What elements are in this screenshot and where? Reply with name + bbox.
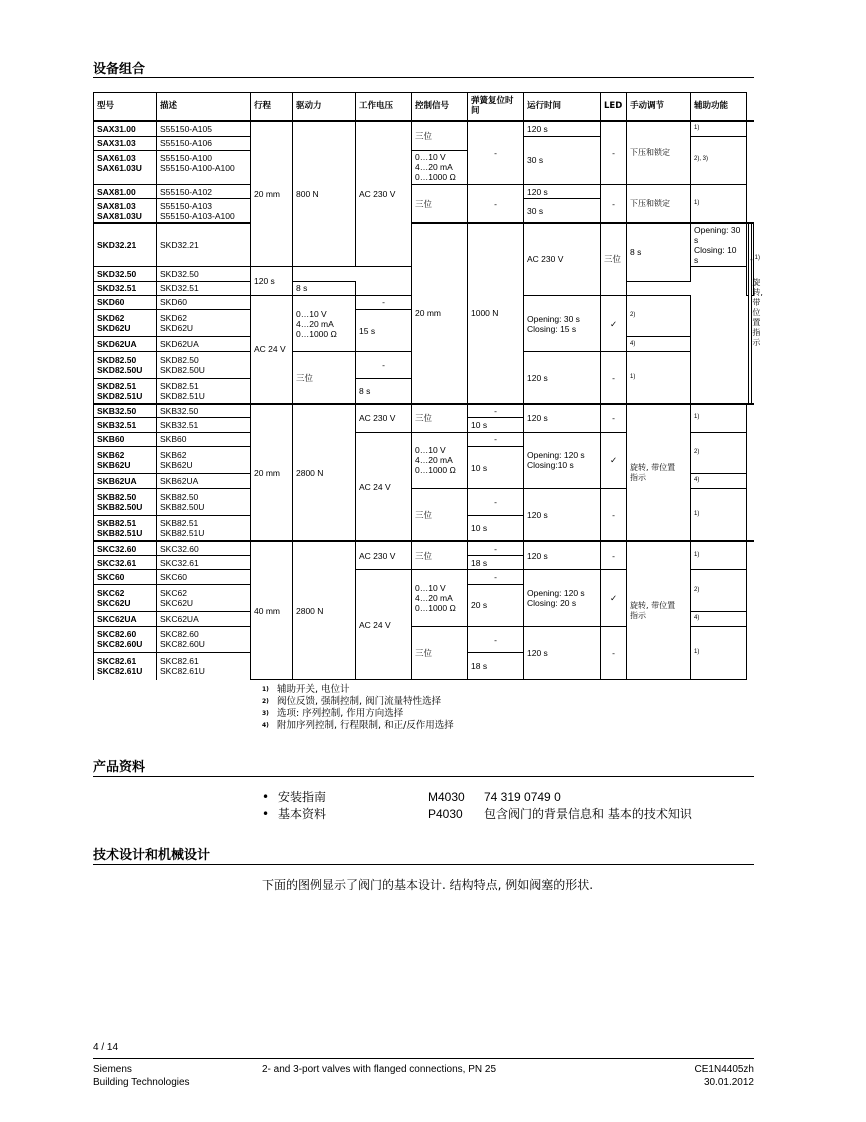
table-cell <box>157 176 251 185</box>
table-cell: S55150-A103 S55150-A103-A100 <box>157 199 251 223</box>
table-cell: 0…10 V 4…20 mA 0…1000 Ω <box>293 295 356 352</box>
table-cell: 三位 <box>293 352 356 404</box>
table-cell: 0…10 V 4…20 mA 0…1000 Ω <box>412 570 468 627</box>
table-cell: 1) <box>627 352 691 404</box>
header-cell: LED <box>601 93 627 121</box>
table-cell: - <box>601 541 627 569</box>
header-cell: 工作电压 <box>356 93 412 121</box>
table-cell: 1000 N <box>468 223 524 404</box>
header-cell: 驱动力 <box>293 93 356 121</box>
table-cell: 2800 N <box>293 404 356 542</box>
table-cell: SAX81.00 <box>94 185 157 199</box>
header-cell: 行程 <box>251 93 293 121</box>
footer-doc-code: CE1N4405zh <box>694 1064 754 1075</box>
section-title-design: 技术设计和机械设计 <box>93 848 211 863</box>
table-cell: 4) <box>691 474 747 489</box>
table-cell: 旋转, 带位置 指示 <box>627 404 691 542</box>
table-cell: SKC82.60 SKC82.60U <box>94 627 157 652</box>
table-cell: 120 s <box>524 121 601 137</box>
table-cell: SKD82.51 SKD82.51U <box>157 378 251 403</box>
table-cell: SKC62 SKC62U <box>157 584 251 611</box>
footnotes <box>262 684 454 732</box>
table-cell: SKD32.50 <box>157 267 251 281</box>
docs-list-item: • 安装指南 M4030 74 319 0749 0 <box>262 790 561 804</box>
table-cell: 三位 <box>412 627 468 680</box>
table-cell: 三位 <box>412 404 468 432</box>
docs-list-item: • 基本资料 P4030 包含阀门的背景信息和 基本的技术知识 <box>262 807 692 821</box>
footnote: 2) 阀位反馈, 强制控制, 阀门流量特性选择 <box>262 696 442 707</box>
footnote: 4) 附加序列控制, 行程限制, 和正/反作用选择 <box>262 720 454 731</box>
table-cell: - <box>468 185 524 223</box>
table-cell: 8 s <box>627 223 691 281</box>
table-row <box>94 541 754 555</box>
table-cell: - <box>468 627 524 653</box>
table-cell: SKD60 <box>94 295 157 309</box>
table-cell: SKD62UA <box>94 337 157 352</box>
table-cell: 三位 <box>412 185 468 223</box>
table-cell: 800 N <box>293 121 356 267</box>
table-cell: SKD82.50 SKD82.50U <box>157 352 251 377</box>
table-cell: 20 mm <box>251 121 293 267</box>
footer-doc-title: 2- and 3-port valves with flanged connections, PN 25 <box>262 1064 497 1075</box>
table-cell: SKD32.51 <box>157 281 251 295</box>
section-title-docs: 产品资料 <box>93 760 146 775</box>
table-cell: 1) <box>691 121 747 137</box>
table-cell: 18 s <box>468 653 524 680</box>
section-rule <box>93 864 754 865</box>
table-cell: 20 mm <box>412 223 468 404</box>
table-row <box>94 404 754 418</box>
table-cell: 120 s <box>524 627 601 680</box>
table-cell: AC 24 V <box>251 295 293 403</box>
table-cell: 20 s <box>468 584 524 626</box>
table-cell: SKD62 SKD62U <box>94 310 157 337</box>
table-cell: SKD32.50 <box>94 267 157 281</box>
table-cell: Opening: 120 s Closing: 20 s <box>524 570 601 627</box>
table-cell: SKC82.61 SKC82.61U <box>94 653 157 678</box>
table-cell: 旋转, 带位置 指示 <box>627 541 691 679</box>
section-title-equipment: 设备组合 <box>93 62 146 77</box>
table-cell: SKD62 SKD62U <box>157 310 251 337</box>
table-cell: SAX31.03 <box>94 136 157 150</box>
table-cell: SKB62UA <box>94 474 157 489</box>
table-cell: 120 s <box>524 541 601 569</box>
table-cell: SKB62 SKB62U <box>94 446 157 473</box>
header-cell: 辅助功能 <box>691 93 747 121</box>
table-cell: SKC82.61 SKC82.61U <box>157 653 251 678</box>
table-cell: AC 230 V <box>524 223 601 296</box>
table-cell: AC 230 V <box>356 404 412 432</box>
footer-date: 30.01.2012 <box>703 1077 754 1088</box>
table-cell: ✓ <box>601 295 627 352</box>
table-cell: SKC60 <box>94 570 157 584</box>
table-row <box>94 223 754 267</box>
footer-rule <box>93 1058 754 1059</box>
table-row <box>94 185 754 199</box>
docs-list <box>262 789 692 823</box>
table-cell: 1) <box>751 223 753 296</box>
design-intro-text: 下面的图例显示了阀门的基本设计. 结构特点, 例如阀塞的形状. <box>262 878 594 892</box>
table-cell: SKC62UA <box>94 611 157 626</box>
table-cell: - <box>468 432 524 446</box>
table-cell: - <box>468 541 524 555</box>
table-cell: SKB32.51 <box>157 418 251 432</box>
equipment-table <box>93 92 763 680</box>
table-cell: 三位 <box>412 541 468 569</box>
table-cell: 三位 <box>412 121 468 151</box>
table-cell: SAX31.00 <box>94 121 157 137</box>
table-cell: 1) <box>691 541 747 569</box>
table-cell: AC 230 V <box>356 121 412 267</box>
table-cell <box>94 678 157 679</box>
table-cell: SKD32.21 <box>157 223 251 267</box>
table-cell: 旋转, 带位置 指示 <box>749 223 751 404</box>
table-cell: S55150-A106 <box>157 136 251 150</box>
table-cell: SKC62UA <box>157 611 251 626</box>
table-cell: 下压和锁定 <box>627 121 691 185</box>
table-cell: 4) <box>627 337 691 352</box>
table-cell <box>157 678 251 679</box>
table-cell: - <box>601 489 627 542</box>
table-cell: 40 mm <box>251 541 293 679</box>
header-cell: 运行时间 <box>524 93 601 121</box>
header-cell: 型号 <box>94 93 157 121</box>
table-cell: - <box>468 121 524 185</box>
table-cell: SKB32.51 <box>94 418 157 432</box>
table-cell: 18 s <box>468 556 524 570</box>
table-cell: SKB62 SKB62U <box>157 446 251 473</box>
table-cell: - <box>468 404 524 418</box>
header-cell: 弹簧复位时间 <box>468 93 524 121</box>
table-cell: SKB82.51 SKB82.51U <box>94 515 157 540</box>
table-cell: SKC32.61 <box>157 556 251 570</box>
table-cell: SKD60 <box>157 295 251 309</box>
table-cell: S55150-A100 S55150-A100-A100 <box>157 150 251 175</box>
table-cell: SKD62UA <box>157 337 251 352</box>
section-rule <box>93 776 754 777</box>
table-cell: Opening: 30 s Closing: 15 s <box>524 295 601 352</box>
table-cell: AC 24 V <box>356 570 412 680</box>
table-cell: SAX61.03 SAX61.03U <box>94 150 157 175</box>
table-cell: SKC60 <box>157 570 251 584</box>
table-cell: 2) <box>627 295 691 337</box>
table-cell: 三位 <box>601 223 627 296</box>
table-cell: - <box>356 295 412 309</box>
table-cell: - <box>356 352 412 378</box>
table-cell: ✓ <box>601 570 627 627</box>
table-cell: - <box>601 185 627 223</box>
table-cell: SKB82.50 SKB82.50U <box>157 489 251 514</box>
table-cell: - <box>601 627 627 680</box>
header-cell: 描述 <box>157 93 251 121</box>
table-cell: SKC32.60 <box>157 541 251 555</box>
table-cell: SKD82.51 SKD82.51U <box>94 378 157 403</box>
table-cell: - <box>747 223 749 296</box>
table-cell: - <box>601 404 627 432</box>
table-cell: S55150-A102 <box>157 185 251 199</box>
table-cell: - <box>601 121 627 185</box>
table-cell: - <box>468 570 524 584</box>
table-row <box>94 121 754 137</box>
table-cell: 120 s <box>524 489 601 542</box>
section-rule <box>93 77 754 78</box>
table-cell: SKC62 SKC62U <box>94 584 157 611</box>
table-cell: SKB32.50 <box>94 404 157 418</box>
header-cell: 手动调节 <box>627 93 691 121</box>
table-cell: 1) <box>691 627 747 680</box>
table-cell: 120 s <box>524 352 601 404</box>
table-cell: 三位 <box>412 489 468 542</box>
table-cell: Opening: 30 s Closing: 10 s <box>691 223 747 267</box>
table-cell: 120 s <box>524 404 601 432</box>
table-cell: 1) <box>691 404 747 432</box>
table-cell: 下压和锁定 <box>627 185 691 223</box>
footnote: 1) 辅助开关, 电位计 <box>262 684 350 695</box>
footnote: 3) 选项: 序列控制, 作用方向选择 <box>262 708 404 719</box>
equipment-table-body <box>94 121 763 680</box>
table-cell: 8 s <box>293 281 356 295</box>
table-cell: 8 s <box>356 378 412 403</box>
table-cell: 2) <box>691 570 747 612</box>
table-cell: SKB32.50 <box>157 404 251 418</box>
table-cell: 2), 3) <box>691 136 747 185</box>
table-cell: SKB82.50 SKB82.50U <box>94 489 157 514</box>
table-cell: S55150-A105 <box>157 121 251 137</box>
table-cell: SKD32.51 <box>94 281 157 295</box>
table-cell: 10 s <box>468 418 524 432</box>
table-cell: ✓ <box>601 432 627 489</box>
table-cell: 30 s <box>524 199 601 223</box>
table-cell: 20 mm <box>251 404 293 542</box>
table-cell: Opening: 120 s Closing:10 s <box>524 432 601 489</box>
table-cell: SAX81.03 SAX81.03U <box>94 199 157 223</box>
page-number: 4 / 14 <box>93 1042 119 1053</box>
table-cell: 0…10 V 4…20 mA 0…1000 Ω <box>412 150 468 184</box>
table-cell: SKB60 <box>157 432 251 446</box>
table-cell: 30 s <box>524 136 601 185</box>
table-cell: 2800 N <box>293 541 356 679</box>
table-cell: - <box>468 489 524 515</box>
table-cell: 10 s <box>468 515 524 541</box>
table-cell: 120 s <box>251 267 293 295</box>
table-cell: SKC82.60 SKC82.60U <box>157 627 251 652</box>
table-cell: - <box>601 352 627 404</box>
table-cell: 1) <box>691 185 747 223</box>
table-cell: SKB62UA <box>157 474 251 489</box>
table-cell: SKC32.61 <box>94 556 157 570</box>
table-cell: 4) <box>691 611 747 626</box>
footer-company: Siemens <box>93 1064 132 1075</box>
table-cell: SKB82.51 SKB82.51U <box>157 515 251 540</box>
table-cell: SKD82.50 SKD82.50U <box>94 352 157 377</box>
header-cell: 控制信号 <box>412 93 468 121</box>
table-cell: AC 230 V <box>356 541 412 569</box>
table-cell: AC 24 V <box>356 432 412 541</box>
footer-division: Building Technologies <box>93 1077 190 1088</box>
table-cell: 120 s <box>524 185 601 199</box>
table-cell: SKD32.21 <box>94 223 157 267</box>
table-cell: 10 s <box>468 446 524 488</box>
table-cell <box>94 176 157 185</box>
table-cell: SKC32.60 <box>94 541 157 555</box>
table-cell: 1) <box>691 489 747 542</box>
table-cell: 2) <box>691 432 747 474</box>
table-cell: 15 s <box>356 310 412 352</box>
table-cell: SKB60 <box>94 432 157 446</box>
table-cell: 0…10 V 4…20 mA 0…1000 Ω <box>412 432 468 489</box>
